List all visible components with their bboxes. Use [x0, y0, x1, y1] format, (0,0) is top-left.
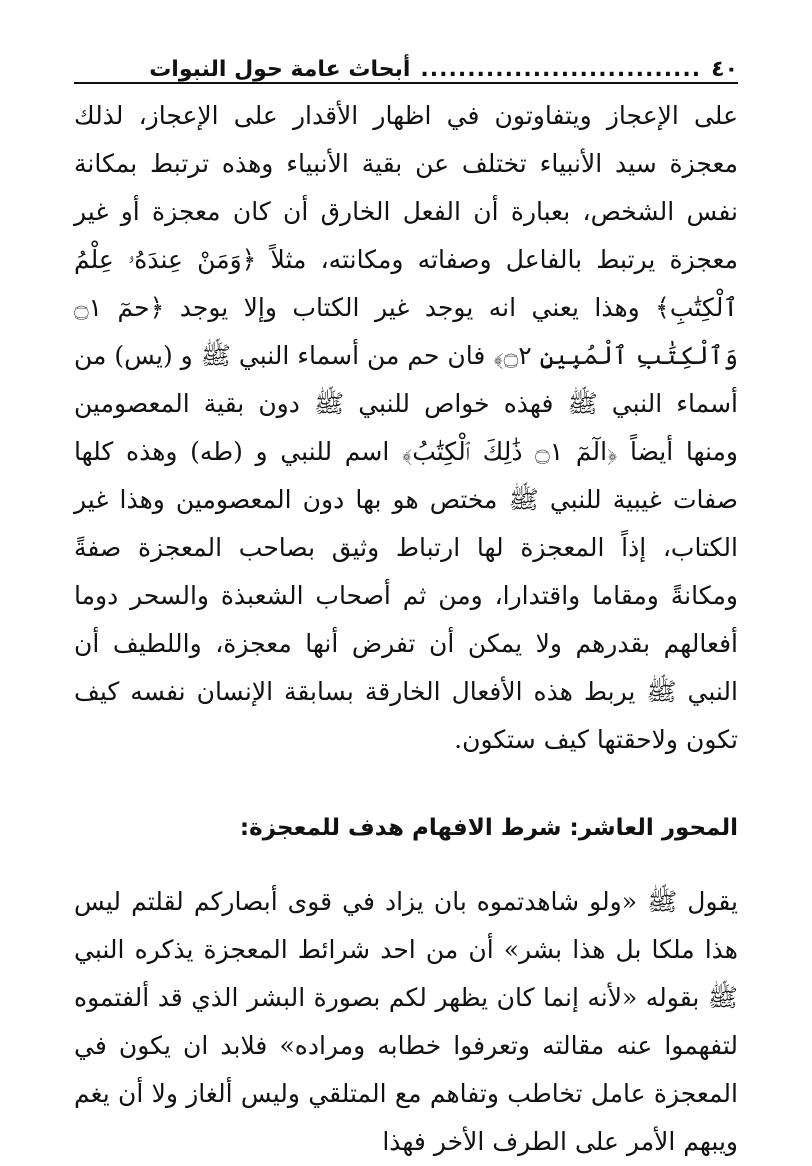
- section-heading: المحور العاشر: شرط الافهام هدف للمعجزة:: [239, 815, 738, 841]
- body-paragraph-2: يقول ﷺ «ولو شاهدتموه بان يزاد في قوى أبصاركم لقلتم ليس هذا ملكا بل هذا بشر» أن من احد شرائط المعجزة يذكره النبي ﷺ بقوله «لأنه إنما كان يظهر لكم بصورة البشر الذي قد ألفتموه لتفهموا عنه مقالته وتعرفوا خطابه ومراده» فلابد ان يكون في المعجزة عامل تخاطب وتفاهم مع المتلقي وليس ألغاز ولا أن يغم ويبهم الأمر على الطرف الأخر فهذا: [74, 887, 738, 1156]
- header-dots: ..............................: [420, 57, 702, 82]
- running-title: أبحاث عامة حول النبوات: [149, 57, 411, 82]
- page-number: ٤٠: [711, 57, 738, 82]
- page-header: [74, 36, 738, 84]
- body-paragraph-1: على الإعجاز ويتفاوتون في اظهار الأقدار على الإعجاز، لذلك معجزة سيد الأنبياء تختلف عن بقية الأنبياء وهذه ترتبط بمكانة نفس الشخص، بعبارة أن الفعل الخارق أن كان معجزة أو غير معجزة يرتبط بالفاعل وصفاته ومكانته، مثلاً ﴿وَمَنْ عِندَهُۥ عِلْمُ ٱلْكِتَٰبِ﴾ وهذا يعني انه يوجد غير الكتاب وإلا يوجد ﴿حمٓ ۝١ وَٱلْكِتَٰبِ ٱلْمُبِينِ ۝٢﴾ فان حم من أسماء النبي ﷺ و (يس) من أسماء النبي ﷺ فهذه خواص للنبي ﷺ دون بقية المعصومين ومنها أيضاً ﴿الٓمٓ ۝١ ذَٰلِكَ ٱلْكِتَٰبُ﴾ اسم للنبي و (طه) وهذه كلها صفات غيبية للنبي ﷺ مختص هو بها دون المعصومين وهذا غير الكتاب، إذاً المعجزة لها ارتباط وثيق بصاحب المعجزة صفةً ومكانةً ومقاما واقتدارا، ومن ثم أصحاب الشعبذة والسحر دوما أفعالهم بقدرهم ولا يمكن أن تفرض أنها معجزة، واللطيف أن النبي ﷺ يربط هذه الأفعال الخارقة بسابقة الإنسان نفسه كيف تكون ولاحقتها كيف ستكون.: [74, 101, 738, 754]
